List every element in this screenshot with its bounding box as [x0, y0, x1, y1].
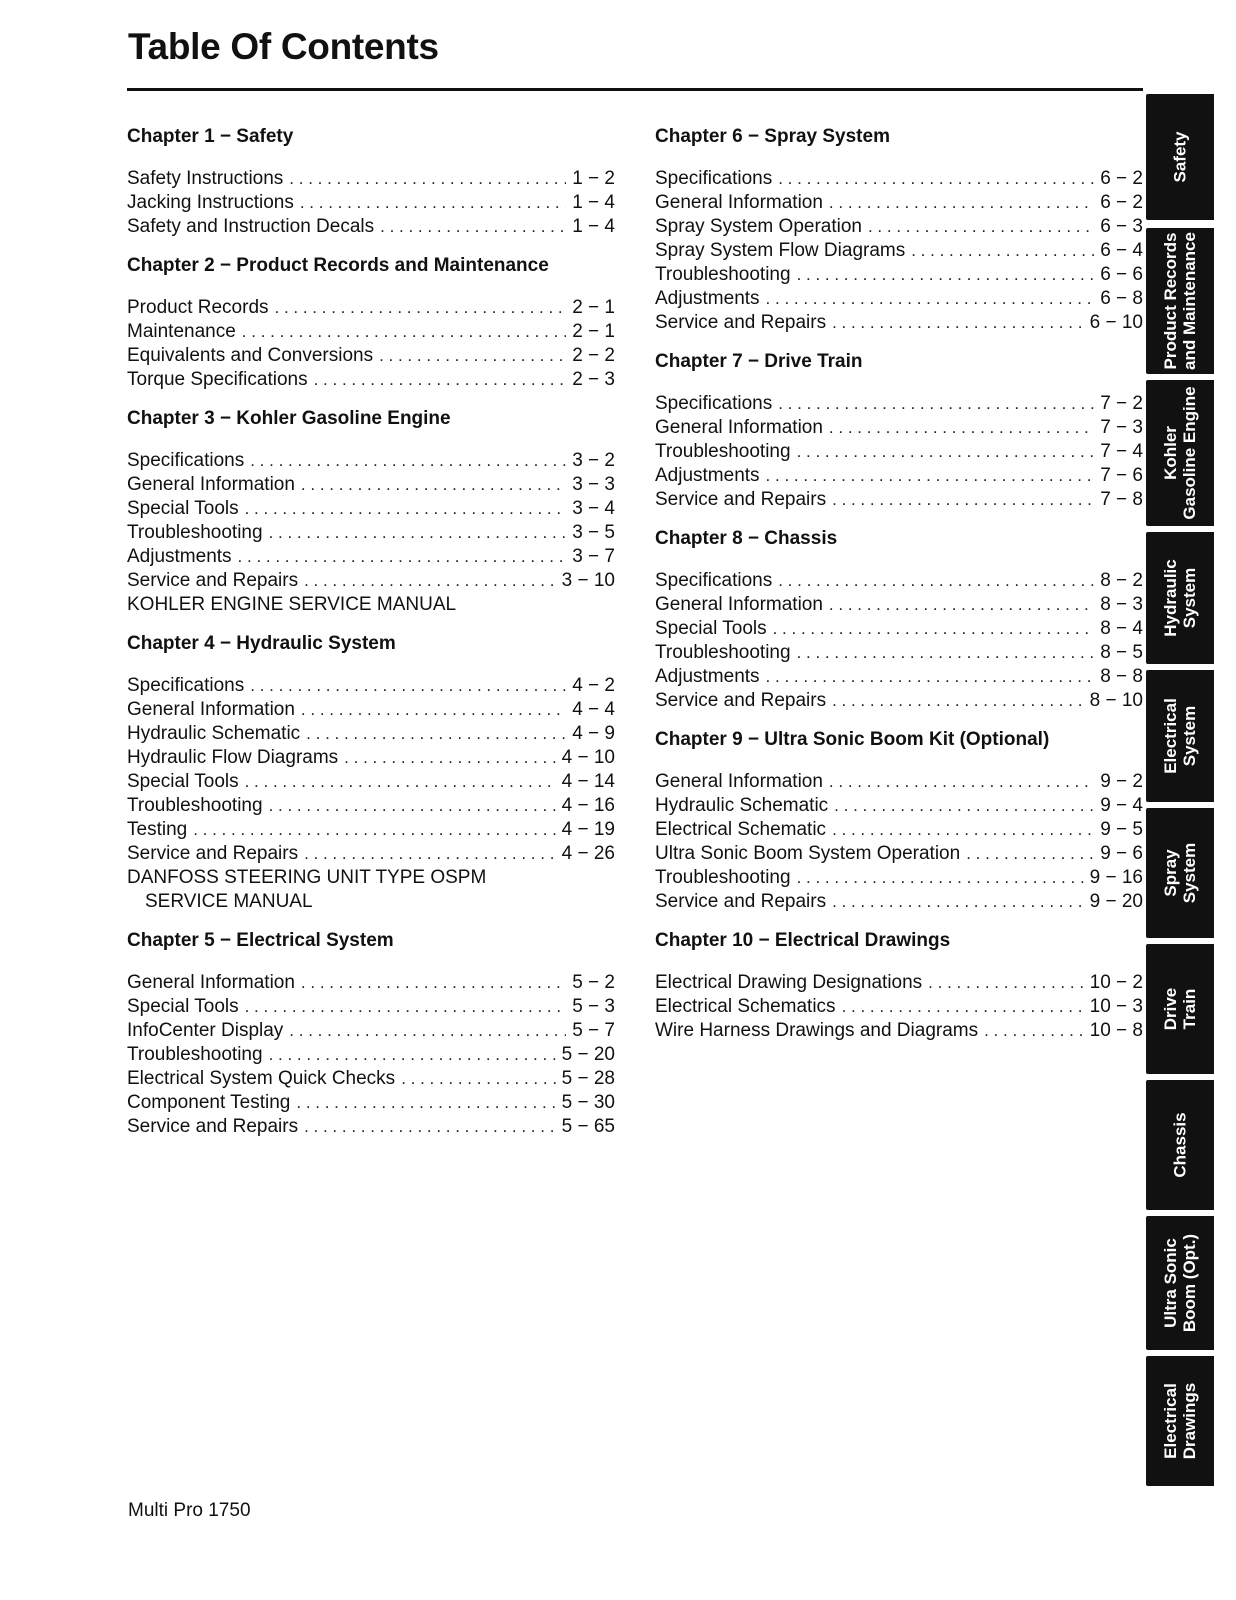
entry-label: Component Testing: [127, 1092, 291, 1113]
chapter-title: Chapter 1 − Safety: [127, 126, 294, 147]
toc-entry[interactable]: [127, 794, 615, 818]
entry-page-number: 6 − 6: [1100, 264, 1143, 285]
dot-leader: [296, 1091, 555, 1115]
entry-page-number: 3 − 10: [561, 570, 615, 591]
toc-entry[interactable]: [127, 1067, 615, 1091]
entry-list: [127, 167, 615, 239]
dot-leader: [269, 1043, 556, 1067]
chapter-tab[interactable]: [1146, 228, 1214, 374]
chapter-tab[interactable]: [1146, 1080, 1214, 1210]
dot-leader: [829, 416, 1094, 440]
entry-page-number: 3 − 7: [572, 546, 615, 567]
entry-list: [655, 167, 1143, 335]
chapter-tab[interactable]: [1146, 94, 1214, 220]
entry-label: Troubleshooting: [655, 441, 791, 462]
toc-entry[interactable]: [127, 545, 615, 569]
toc-entry[interactable]: [655, 569, 1143, 593]
dot-leader: [289, 167, 566, 191]
entry-page-number: 5 − 30: [561, 1092, 615, 1113]
right-column: [655, 124, 1143, 1057]
chapter-section: [655, 349, 1143, 512]
entry-page-number: 6 − 3: [1100, 216, 1143, 237]
dot-leader: [242, 320, 566, 344]
toc-entry[interactable]: [127, 320, 615, 344]
chapter-title: Chapter 4 − Hydraulic System: [127, 633, 396, 654]
dot-leader: [304, 842, 556, 866]
entry-page-number: 5 − 28: [561, 1068, 615, 1089]
chapter-tab-label: [1161, 559, 1199, 636]
dot-leader: [832, 488, 1094, 512]
chapter-title: Chapter 10 − Electrical Drawings: [655, 930, 951, 951]
toc-entry[interactable]: [655, 311, 1143, 335]
dot-leader: [306, 722, 566, 746]
tab-label-line: Electrical: [1161, 698, 1180, 774]
tab-label-line: System: [1180, 567, 1199, 629]
chapter-title: Chapter 6 − Spray System: [655, 126, 890, 147]
entry-page-number: 7 − 4: [1100, 441, 1143, 462]
page-title: Table Of Contents: [128, 26, 439, 67]
dot-leader: [966, 842, 1094, 866]
entry-list: [655, 971, 1143, 1043]
entry-label: Service and Repairs: [655, 489, 827, 510]
chapter-tab-label: [1161, 386, 1199, 519]
chapter-section: [655, 727, 1143, 914]
entry-label: Service and Repairs: [127, 1116, 299, 1137]
dot-leader: [832, 818, 1094, 842]
entry-page-number: 6 − 10: [1089, 312, 1143, 333]
toc-entry[interactable]: [655, 842, 1143, 866]
dot-leader: [766, 287, 1095, 311]
dot-leader: [269, 794, 556, 818]
toc-entry[interactable]: [127, 449, 615, 473]
toc-entry[interactable]: [127, 1115, 615, 1139]
toc-entry[interactable]: [655, 239, 1143, 263]
chapter-section: [127, 253, 615, 392]
entry-label: Troubleshooting: [127, 795, 263, 816]
entry-label: Electrical Drawing Designations: [655, 972, 923, 993]
entry-label: General Information: [655, 417, 823, 438]
entry-label: Special Tools: [127, 996, 239, 1017]
entry-list: [127, 449, 615, 593]
entry-label: Special Tools: [655, 618, 767, 639]
entry-page-number: 8 − 2: [1100, 570, 1143, 591]
title-rule: [127, 88, 1143, 91]
dot-leader: [379, 344, 566, 368]
toc-entry[interactable]: [655, 818, 1143, 842]
chapter-title: Chapter 8 − Chassis: [655, 528, 838, 549]
toc-entry[interactable]: [127, 521, 615, 545]
entry-page-number: 6 − 2: [1100, 168, 1143, 189]
entry-page-number: 8 − 10: [1089, 690, 1143, 711]
chapter-title: Chapter 2 − Product Records and Maintenance: [127, 255, 549, 276]
tab-label-line: Hydraulic: [1161, 559, 1180, 637]
chapter-tab-label: [1161, 843, 1199, 903]
dot-leader: [301, 698, 566, 722]
toc-entry[interactable]: [127, 368, 615, 392]
entry-page-number: 9 − 5: [1100, 819, 1143, 840]
chapter-section: [127, 631, 615, 914]
dot-leader: [301, 971, 566, 995]
dot-leader: [778, 569, 1094, 593]
entry-label: Safety Instructions: [127, 168, 284, 189]
dot-leader: [304, 569, 556, 593]
entry-label: Specifications: [127, 450, 245, 471]
entry-label: Spray System Flow Diagrams: [655, 240, 906, 261]
entry-label: Troubleshooting: [655, 867, 791, 888]
dot-leader: [380, 215, 566, 239]
dot-leader: [829, 191, 1094, 215]
entry-label: General Information: [655, 594, 823, 615]
toc-entry[interactable]: [127, 698, 615, 722]
dot-leader: [314, 368, 567, 392]
dot-leader: [766, 464, 1095, 488]
entry-list: [127, 674, 615, 866]
dot-leader: [778, 392, 1094, 416]
entry-page-number: 2 − 1: [572, 297, 615, 318]
entry-label: Electrical Schematic: [655, 819, 827, 840]
entry-label: General Information: [127, 474, 295, 495]
chapter-tab[interactable]: [1146, 944, 1214, 1074]
chapter-tab[interactable]: [1146, 808, 1214, 938]
entry-page-number: 7 − 8: [1100, 489, 1143, 510]
chapter-tab[interactable]: [1146, 380, 1214, 526]
dot-leader: [797, 641, 1095, 665]
entry-page-number: 6 − 2: [1100, 192, 1143, 213]
dot-leader: [300, 191, 566, 215]
entry-page-number: 4 − 2: [572, 675, 615, 696]
entry-label: Adjustments: [655, 666, 760, 687]
entry-list: [127, 971, 615, 1139]
dot-leader: [911, 239, 1094, 263]
dot-leader: [301, 473, 566, 497]
entry-page-number: 9 − 6: [1100, 843, 1143, 864]
entry-label: General Information: [127, 972, 295, 993]
entry-label: General Information: [655, 192, 823, 213]
tab-label-line: Kohler: [1161, 426, 1180, 480]
tab-label-line: Ultra Sonic: [1161, 1238, 1180, 1328]
entry-page-number: 9 − 4: [1100, 795, 1143, 816]
entry-label: Hydraulic Schematic: [655, 795, 829, 816]
entry-page-number: 1 − 4: [572, 216, 615, 237]
dot-leader: [238, 545, 567, 569]
entry-page-number: 7 − 2: [1100, 393, 1143, 414]
toc-entry[interactable]: [655, 593, 1143, 617]
entry-label: Adjustments: [655, 288, 760, 309]
dot-leader: [304, 1115, 556, 1139]
dot-leader: [401, 1067, 555, 1091]
tab-label-line: System: [1180, 842, 1199, 904]
entry-page-number: 1 − 2: [572, 168, 615, 189]
toc-entry[interactable]: [127, 167, 615, 191]
toc-entry[interactable]: [127, 215, 615, 239]
toc-entry[interactable]: [127, 674, 615, 698]
left-column: [127, 124, 615, 1153]
toc-entry[interactable]: [127, 1019, 615, 1043]
toc-entry[interactable]: [655, 488, 1143, 512]
chapter-tab-label: [1161, 1383, 1199, 1460]
chapter-title: Chapter 3 − Kohler Gasoline Engine: [127, 408, 451, 429]
entry-label: Troubleshooting: [655, 264, 791, 285]
entry-label: Specifications: [655, 393, 773, 414]
entry-page-number: 4 − 4: [572, 699, 615, 720]
dot-leader: [832, 890, 1084, 914]
dot-leader: [193, 818, 555, 842]
entry-page-number: 3 − 5: [572, 522, 615, 543]
entry-page-number: 8 − 3: [1100, 594, 1143, 615]
tab-label-line: System: [1180, 705, 1199, 767]
toc-entry[interactable]: [655, 440, 1143, 464]
entry-page-number: 1 − 4: [572, 192, 615, 213]
entry-page-number: 10 − 8: [1089, 1020, 1143, 1041]
entry-page-number: 6 − 8: [1100, 288, 1143, 309]
tab-label-line: Train: [1180, 988, 1199, 1030]
entry-label: InfoCenter Display: [127, 1020, 284, 1041]
entry-label: Troubleshooting: [127, 1044, 263, 1065]
tab-label-line: Drawings: [1180, 1382, 1199, 1460]
toc-entry[interactable]: [127, 473, 615, 497]
tab-label-line: Electrical: [1161, 1383, 1180, 1459]
entry-label: Spray System Operation: [655, 216, 862, 237]
entry-page-number: 3 − 4: [572, 498, 615, 519]
entry-label: Hydraulic Flow Diagrams: [127, 747, 339, 768]
chapter-tab[interactable]: [1146, 1216, 1214, 1350]
entry-page-number: 8 − 8: [1100, 666, 1143, 687]
entry-list: [127, 296, 615, 392]
entry-page-number: 4 − 19: [561, 819, 615, 840]
toc-entry[interactable]: [655, 167, 1143, 191]
entry-label: Jacking Instructions: [127, 192, 294, 213]
dot-leader: [832, 689, 1084, 713]
dot-leader: [289, 1019, 566, 1043]
entry-label: Ultra Sonic Boom System Operation: [655, 843, 961, 864]
entry-page-number: 4 − 14: [561, 771, 615, 792]
dot-leader: [797, 866, 1084, 890]
entry-label: Service and Repairs: [655, 891, 827, 912]
tab-label-line: Gasoline Engine: [1180, 386, 1199, 520]
toc-entry[interactable]: [655, 890, 1143, 914]
toc-entry[interactable]: [127, 191, 615, 215]
entry-page-number: 4 − 9: [572, 723, 615, 744]
dot-leader: [269, 521, 567, 545]
chapter-title: Chapter 9 − Ultra Sonic Boom Kit (Optional): [655, 729, 1050, 750]
entry-page-number: 4 − 26: [561, 843, 615, 864]
dot-leader: [245, 995, 567, 1019]
entry-label: Specifications: [655, 570, 773, 591]
entry-page-number: 6 − 4: [1100, 240, 1143, 261]
chapter-tab-label: [1161, 232, 1199, 370]
toc-entry[interactable]: [655, 641, 1143, 665]
dot-leader: [773, 617, 1095, 641]
toc-entry[interactable]: [127, 1043, 615, 1067]
entry-page-number: 7 − 6: [1100, 465, 1143, 486]
dot-leader: [832, 311, 1084, 335]
entry-label: Safety and Instruction Decals: [127, 216, 375, 237]
entry-page-number: 8 − 5: [1100, 642, 1143, 663]
entry-page-number: 3 − 2: [572, 450, 615, 471]
entry-label: General Information: [655, 771, 823, 792]
tab-label-line: and Maintenance: [1180, 232, 1199, 370]
entry-label: Equivalents and Conversions: [127, 345, 374, 366]
entry-label: Troubleshooting: [127, 522, 263, 543]
chapter-section: [127, 406, 615, 617]
toc-entry[interactable]: [127, 746, 615, 770]
entry-label: Wire Harness Drawings and Diagrams: [655, 1020, 979, 1041]
entry-label: Special Tools: [127, 771, 239, 792]
toc-entry[interactable]: [655, 995, 1143, 1019]
entry-page-number: 5 − 65: [561, 1116, 615, 1137]
toc-entry[interactable]: [655, 665, 1143, 689]
toc-entry[interactable]: [127, 971, 615, 995]
entry-page-number: 7 − 3: [1100, 417, 1143, 438]
entry-label: General Information: [127, 699, 295, 720]
entry-label: Service and Repairs: [127, 843, 299, 864]
toc-entry[interactable]: [127, 1091, 615, 1115]
dot-leader: [245, 497, 567, 521]
entry-page-number: 9 − 20: [1089, 891, 1143, 912]
toc-entry[interactable]: [127, 344, 615, 368]
entry-list: [655, 770, 1143, 914]
chapter-tab-label: [1161, 1234, 1199, 1332]
toc-entry[interactable]: [127, 569, 615, 593]
entry-page-number: 5 − 20: [561, 1044, 615, 1065]
toc-entry[interactable]: [655, 416, 1143, 440]
entry-page-number: 4 − 10: [561, 747, 615, 768]
entry-label: Service and Repairs: [127, 570, 299, 591]
tab-label-line: Product Records: [1161, 232, 1180, 370]
chapter-section: [655, 124, 1143, 335]
dot-leader: [797, 440, 1095, 464]
tab-label-line: Spray: [1161, 849, 1180, 897]
chapter-section: [655, 526, 1143, 713]
toc-entry[interactable]: [127, 842, 615, 866]
toc-entry[interactable]: [655, 287, 1143, 311]
dot-leader: [778, 167, 1094, 191]
chapter-tab[interactable]: [1146, 532, 1214, 664]
toc-entry[interactable]: [127, 497, 615, 521]
toc-entry[interactable]: [127, 770, 615, 794]
dot-leader: [834, 794, 1094, 818]
footer-model: Multi Pro 1750: [128, 1500, 251, 1521]
entry-page-number: 5 − 3: [572, 996, 615, 1017]
chapter-tab[interactable]: [1146, 1356, 1214, 1486]
toc-entry[interactable]: [655, 263, 1143, 287]
entry-page-number: 10 − 2: [1089, 972, 1143, 993]
tab-label-line: Drive: [1161, 987, 1180, 1031]
entry-label: Maintenance: [127, 321, 236, 342]
dot-leader: [250, 449, 566, 473]
chapter-section: [127, 124, 615, 239]
entry-list: [655, 569, 1143, 713]
toc-entry[interactable]: [655, 215, 1143, 239]
entry-label: Adjustments: [127, 546, 232, 567]
toc-entry[interactable]: [655, 464, 1143, 488]
chapter-title: Chapter 5 − Electrical System: [127, 930, 394, 951]
entry-label: Electrical System Quick Checks: [127, 1068, 396, 1089]
entry-page-number: 10 − 3: [1089, 996, 1143, 1017]
entry-page-number: 8 − 4: [1100, 618, 1143, 639]
chapter-section: [655, 928, 1143, 1043]
entry-label: Troubleshooting: [655, 642, 791, 663]
chapter-section: [127, 928, 615, 1139]
entry-label: Electrical Schematics: [655, 996, 836, 1017]
toc-entry[interactable]: [127, 296, 615, 320]
manual-reference: DANFOSS STEERING UNIT TYPE OSPM: [127, 867, 487, 888]
entry-page-number: 5 − 7: [572, 1020, 615, 1041]
entry-page-number: 2 − 2: [572, 345, 615, 366]
toc-entry[interactable]: [655, 971, 1143, 995]
toc-entry[interactable]: [655, 617, 1143, 641]
dot-leader: [984, 1019, 1084, 1043]
entry-list: [655, 392, 1143, 512]
toc-entry[interactable]: [655, 392, 1143, 416]
toc-entry[interactable]: [655, 689, 1143, 713]
entry-label: Service and Repairs: [655, 690, 827, 711]
toc-entry[interactable]: [127, 818, 615, 842]
entry-label: Service and Repairs: [655, 312, 827, 333]
toc-entry[interactable]: [655, 191, 1143, 215]
chapter-tab-label: [1171, 131, 1190, 182]
dot-leader: [829, 593, 1094, 617]
manual-reference: KOHLER ENGINE SERVICE MANUAL: [127, 594, 457, 615]
tab-label-line: Safety: [1170, 131, 1190, 183]
dot-leader: [245, 770, 556, 794]
entry-page-number: 3 − 3: [572, 474, 615, 495]
dot-leader: [250, 674, 566, 698]
toc-entry[interactable]: [655, 770, 1143, 794]
entry-page-number: 5 − 2: [572, 972, 615, 993]
entry-label: Product Records: [127, 297, 269, 318]
chapter-tab[interactable]: [1146, 670, 1214, 802]
toc-entry[interactable]: [655, 794, 1143, 818]
dot-leader: [275, 296, 567, 320]
chapter-tab-label: [1171, 1112, 1190, 1177]
entry-label: Torque Specifications: [127, 369, 308, 390]
entry-label: Specifications: [127, 675, 245, 696]
dot-leader: [868, 215, 1094, 239]
chapter-tab-label: [1161, 988, 1199, 1031]
entry-label: Hydraulic Schematic: [127, 723, 301, 744]
dot-leader: [766, 665, 1095, 689]
dot-leader: [928, 971, 1083, 995]
tab-label-line: Boom (Opt.): [1180, 1233, 1199, 1333]
toc-entry[interactable]: [127, 722, 615, 746]
dot-leader: [829, 770, 1094, 794]
toc-entry[interactable]: [127, 995, 615, 1019]
dot-leader: [842, 995, 1084, 1019]
toc-entry[interactable]: [655, 866, 1143, 890]
entry-label: Special Tools: [127, 498, 239, 519]
entry-label: Testing: [127, 819, 188, 840]
manual-reference: SERVICE MANUAL: [145, 891, 313, 912]
entry-label: Adjustments: [655, 465, 760, 486]
entry-page-number: 4 − 16: [561, 795, 615, 816]
toc-entry[interactable]: [655, 1019, 1143, 1043]
entry-page-number: 2 − 1: [572, 321, 615, 342]
entry-label: Specifications: [655, 168, 773, 189]
dot-leader: [797, 263, 1095, 287]
chapter-title: Chapter 7 − Drive Train: [655, 351, 863, 372]
entry-page-number: 2 − 3: [572, 369, 615, 390]
entry-page-number: 9 − 2: [1100, 771, 1143, 792]
tab-label-line: Chassis: [1170, 1112, 1190, 1178]
dot-leader: [344, 746, 555, 770]
chapter-tab-label: [1161, 698, 1199, 774]
entry-page-number: 9 − 16: [1089, 867, 1143, 888]
